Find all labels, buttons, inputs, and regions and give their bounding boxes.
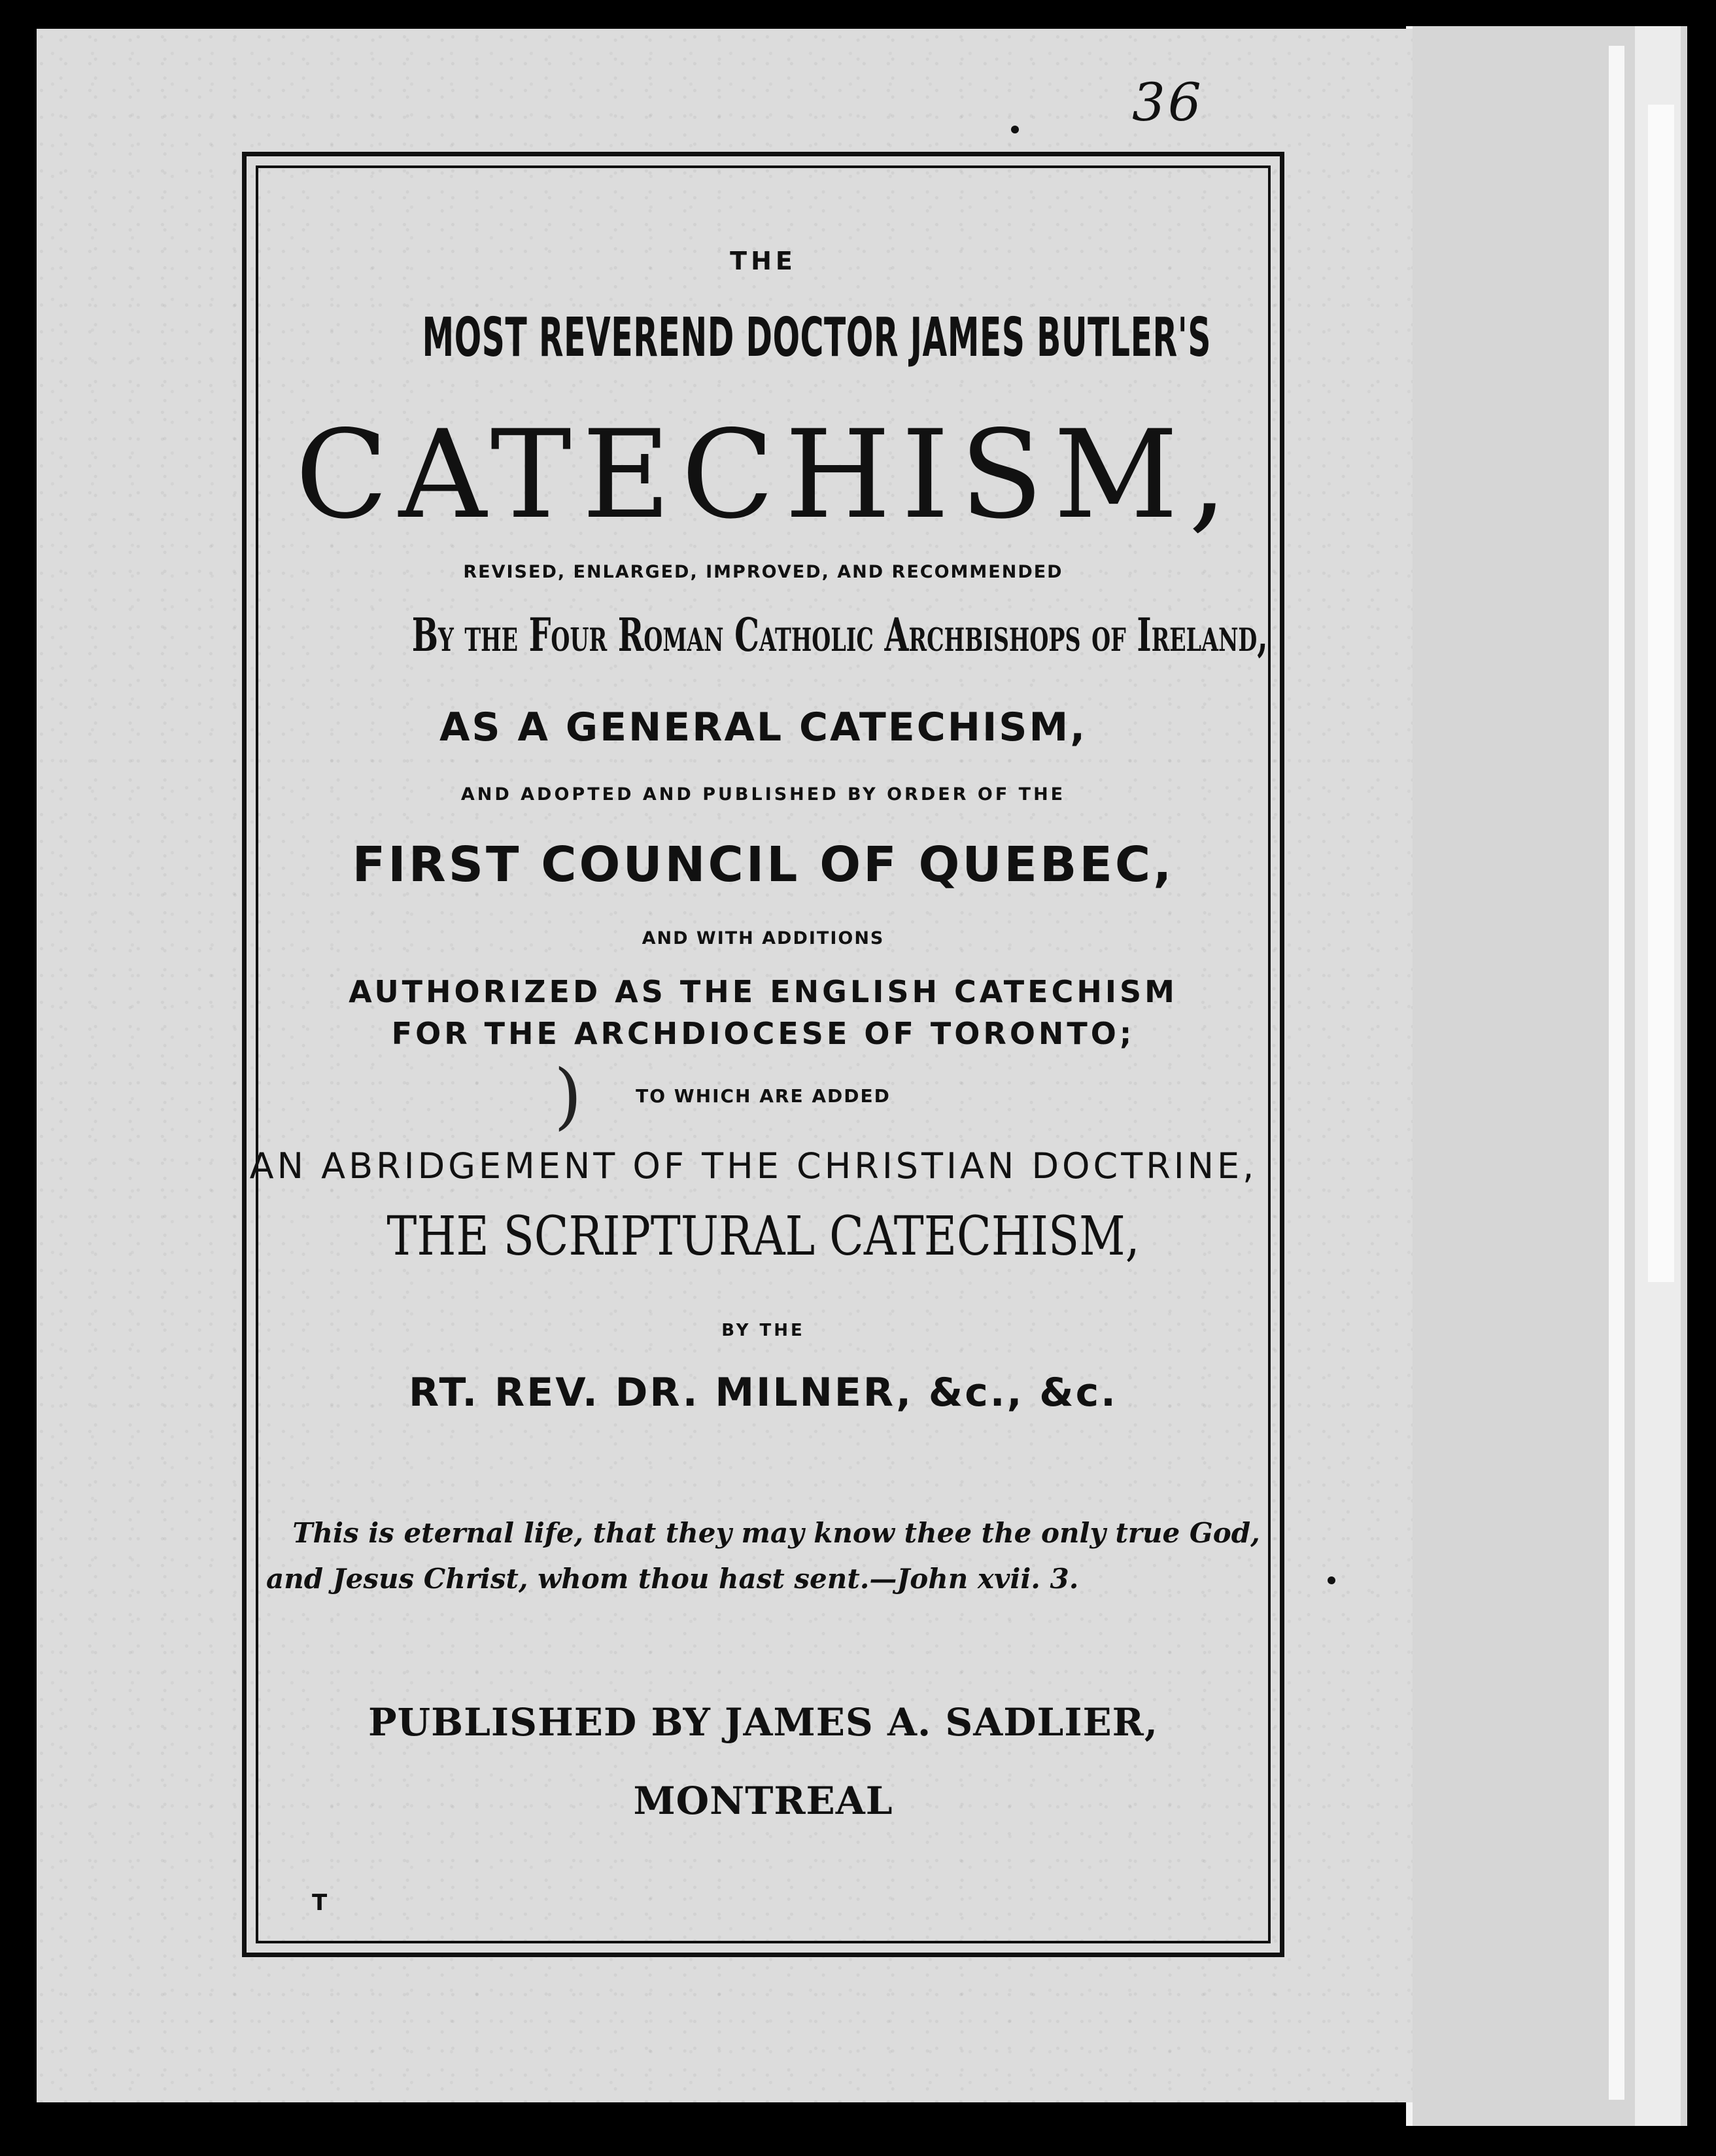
epigraph-line-1: This is eternal life, that they may know thee the only true God, xyxy=(292,1517,1260,1549)
city-line: MONTREAL xyxy=(633,1779,893,1823)
epigraph-line-2: and Jesus Christ, whom thou hast sent.—John xvii. 3. xyxy=(266,1563,1079,1595)
ink-speck xyxy=(1328,1576,1335,1584)
scriptural-catechism-line: THE SCRIPTURAL CATECHISM, xyxy=(386,1206,1140,1268)
title-the: THE xyxy=(730,247,797,275)
manuscript-number: 36 xyxy=(1132,72,1204,133)
adopted-line: AND ADOPTED AND PUBLISHED BY ORDER OF THE xyxy=(460,784,1066,805)
abridgement-line: AN ABRIDGEMENT OF THE CHRISTIAN DOCTRINE, xyxy=(249,1145,1258,1187)
by-the-line: BY THE xyxy=(721,1321,805,1340)
author-line: MOST REVEREND DOCTOR JAMES BUTLER'S xyxy=(422,307,1212,369)
title-page-content xyxy=(247,156,1280,1953)
main-title: CATECHISM, xyxy=(295,404,1238,546)
page-edge xyxy=(1648,105,1674,1282)
publisher-line: PUBLISHED BY JAMES A. SADLIER, xyxy=(368,1700,1159,1745)
title-page xyxy=(37,29,1413,2102)
general-catechism-line: AS A GENERAL CATECHISM, xyxy=(439,704,1088,750)
pencil-mark: ) xyxy=(554,1054,582,1138)
additions-line: AND WITH ADDITIONS xyxy=(642,928,885,948)
revised-line: REVISED, ENLARGED, IMPROVED, AND RECOMMENDED xyxy=(463,562,1063,582)
milner-line: RT. REV. DR. MILNER, &c., &c. xyxy=(409,1370,1118,1416)
added-line: TO WHICH ARE ADDED xyxy=(636,1085,891,1107)
council-line: FIRST COUNCIL OF QUEBEC, xyxy=(352,837,1175,893)
archbishops-line: By the Four Roman Catholic Archbishops of Ireland, xyxy=(411,608,1268,662)
page-edge xyxy=(1609,46,1624,2100)
archdiocese-line: FOR THE ARCHDIOCESE OF TORONTO; xyxy=(391,1016,1135,1051)
ink-speck xyxy=(1011,126,1019,133)
page-stack-edges xyxy=(1406,26,1687,2126)
title-frame xyxy=(242,152,1284,1957)
printer-mark: T xyxy=(312,1890,328,1916)
authorized-line: AUTHORIZED AS THE ENGLISH CATECHISM xyxy=(349,974,1178,1009)
